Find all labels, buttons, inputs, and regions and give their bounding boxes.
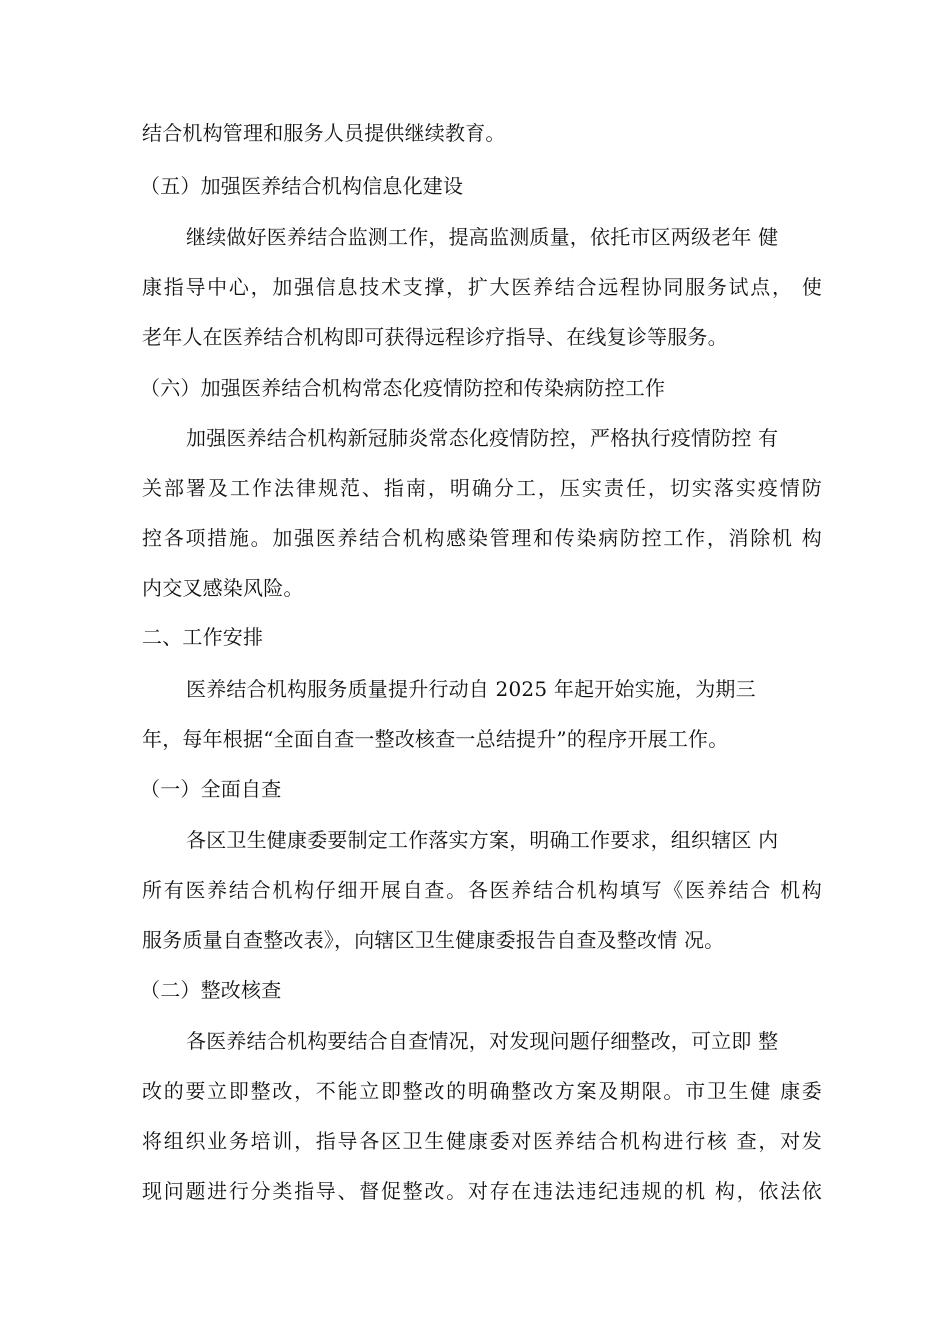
section-heading: （二）整改核查: [140, 978, 282, 1002]
section-heading: （五）加强医养结合机构信息化建设: [140, 174, 464, 198]
section-heading: （六）加强医养结合机构常态化疫情防控和传染病防控工作: [140, 376, 666, 400]
paragraph-line: 老年人在医养结合机构即可获得远程诊疗指导、在线复诊等服务。: [142, 325, 728, 349]
paragraph-line: 年，每年根据“全面自查一整改核查一总结提升”的程序开展工作。: [142, 727, 729, 751]
paragraph-line: 所有医养结合机构仔细开展自查。各医养结合机构填写《医养结合 机构: [142, 878, 822, 902]
paragraph-line: 加强医养结合机构新冠肺炎常态化疫情防控，严格执行疫情防控 有: [186, 426, 779, 450]
paragraph-line: 各医养结合机构要结合自查情况，对发现问题仔细整改，可立即 整: [186, 1029, 779, 1053]
paragraph-line: 现问题进行分类指导、督促整改。对存在违法违纪违规的机 构，依法依: [142, 1179, 822, 1203]
paragraph-line: 继续做好医养结合监测工作，提高监测质量，依托市区两级老年 健: [186, 225, 779, 249]
section-heading: 二、工作安排: [142, 625, 264, 649]
paragraph-line: 将组织业务培训，指导各区卫生健康委对医养结合机构进行核 查，对发: [142, 1129, 822, 1153]
paragraph-line: 医养结合机构服务质量提升行动自 2025 年起开始实施，为期三: [186, 677, 756, 701]
paragraph-line: 服务质量自查整改表》，向辖区卫生健康委报告自查及整改情 况。: [142, 928, 725, 952]
paragraph-line: 结合机构管理和服务人员提供继续教育。: [142, 121, 506, 145]
section-heading: （一）全面自查: [140, 777, 282, 801]
paragraph-line: 各区卫生健康委要制定工作落实方案，明确工作要求，组织辖区 内: [186, 828, 779, 852]
paragraph-line: 改的要立即整改，不能立即整改的明确整改方案及期限。市卫生健 康委: [142, 1079, 822, 1103]
paragraph-line: 关部署及工作法律规范、指南，明确分工，压实责任，切实落实疫情防: [142, 476, 822, 500]
paragraph-line: 康指导中心，加强信息技术支撑，扩大医养结合远程协同服务试点， 使: [142, 275, 822, 299]
paragraph-line: 内交叉感染风险。: [142, 576, 304, 600]
paragraph-line: 控各项措施。加强医养结合机构感染管理和传染病防控工作，消除机 构: [142, 526, 822, 550]
